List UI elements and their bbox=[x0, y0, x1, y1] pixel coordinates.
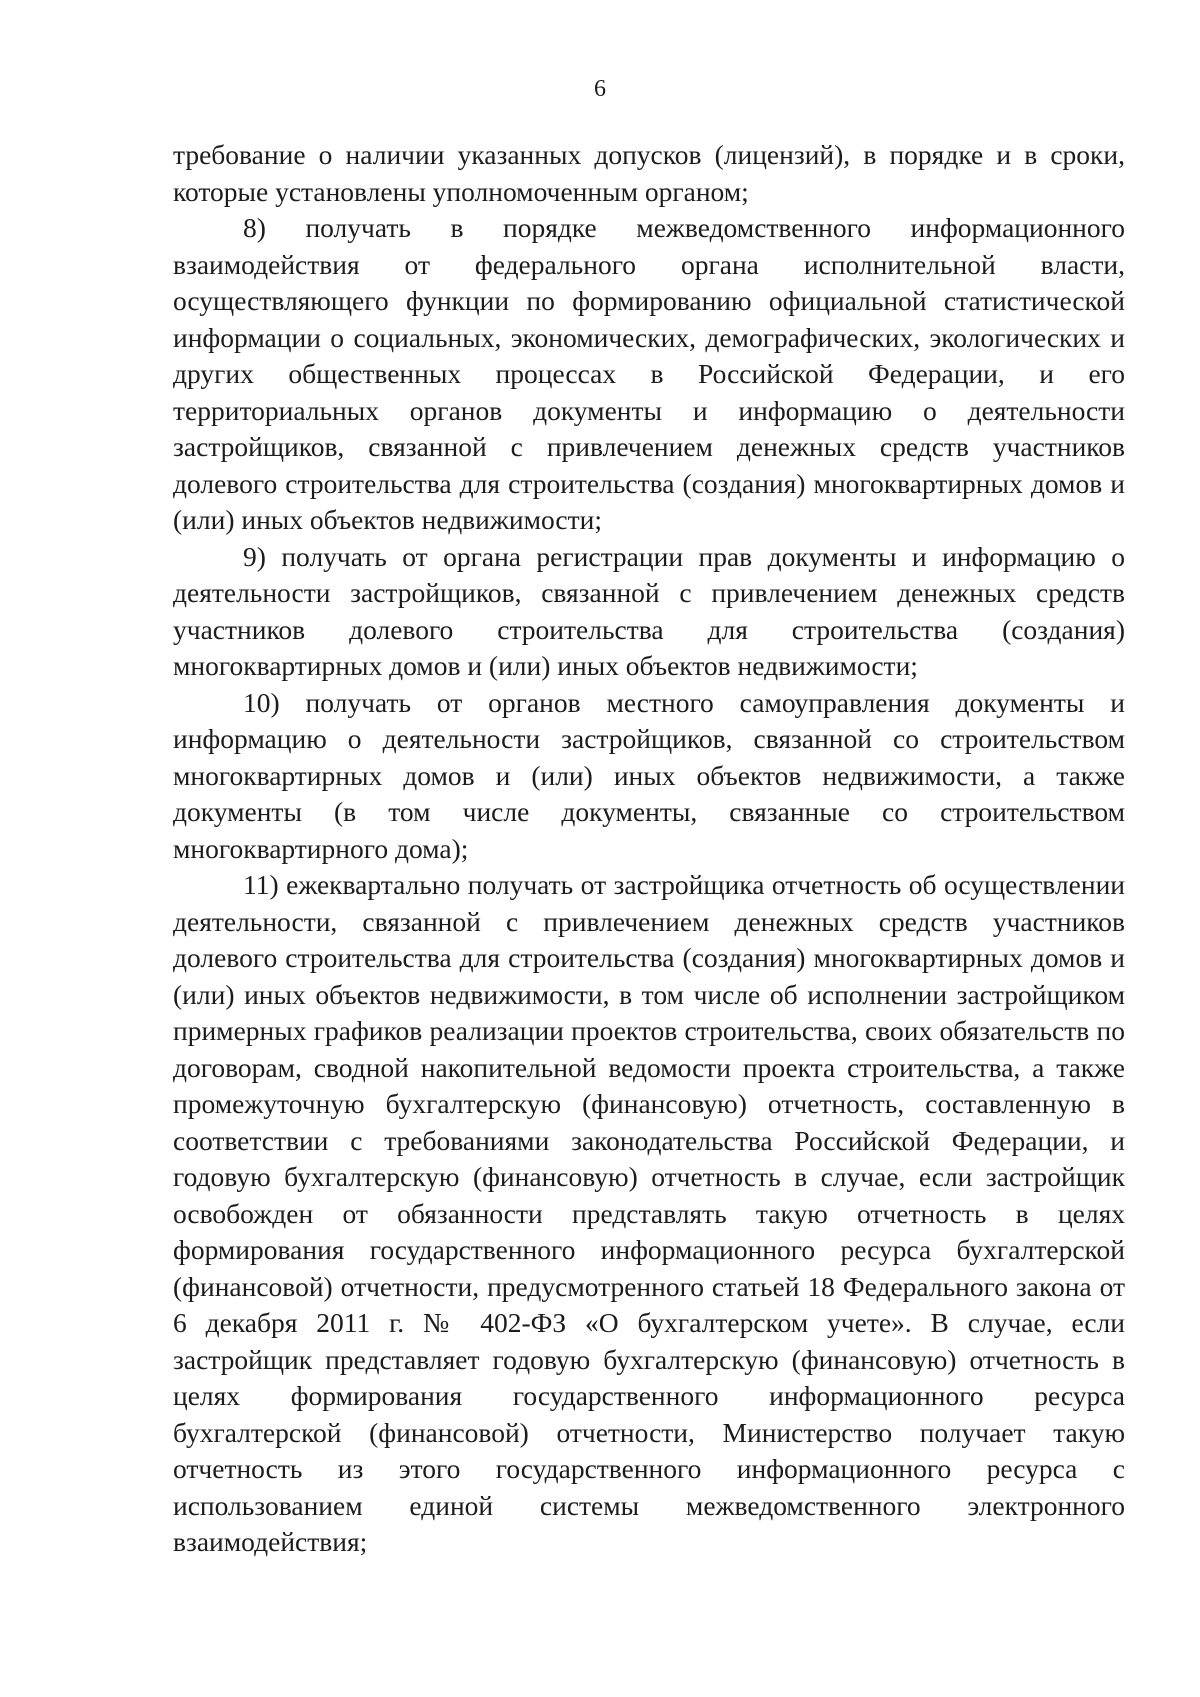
paragraph-item-8: 8) получать в порядке межведомственного информационного взаимодействия от федерального органа исполнительной власти, осуществляющего функции по формированию официальной статистической информации о социальных, экономических, демографических, экологических и других общественных процессах в Российской Федерации, и его территориальных органов документы и информацию о деятельности застройщиков, связанной с привлечением денежных средств участников долевого строительства для строительства (создания) многоквартирных домов и (или) иных объектов недвижимости; bbox=[173, 212, 1125, 535]
paragraph-continuation: требование о наличии указанных допусков (лицензий), в порядке и в сроки, которые установлены уполномоченным органом; bbox=[173, 139, 1125, 207]
document-body bbox=[173, 137, 1125, 1561]
paragraph-item-11: 11) ежеквартально получать от застройщика отчетность об осуществлении деятельности, связанной с привлечением денежных средств участников долевого строительства для строительства (создания) многоквартирных домов и (или) иных объектов недвижимости, в том числе об исполнении застройщиком примерных графиков реализации проектов строительства, своих обязательств по договорам, сводной накопительной ведомости проекта строительства, а также промежуточную бухгалтерскую (финансовую) отчетность, составленную в соответствии с требованиями законодательства Российской Федерации, и годовую бухгалтерскую (финансовую) отчетность в случае, если застройщик освобожден от обязанности представлять такую отчетность в целях формирования государственного информационного ресурса бухгалтерской (финансовой) отчетности, предусмотренного статьей 18 Федерального закона от 6 декабря 2011 г. № 402-ФЗ «О бухгалтерском учете». В случае, если застройщик представляет годовую бухгалтерскую (финансовую) отчетность в целях формирования государственного информационного ресурса бухгалтерской (финансовой) отчетности, Министерство получает такую отчетность из этого государственного информационного ресурса с использованием единой системы межведомственного электронного взаимодействия; bbox=[173, 869, 1125, 1557]
page-number: 6 bbox=[594, 76, 606, 102]
paragraph-item-10: 10) получать от органов местного самоуправления документы и информацию о деятельности застройщиков, связанной со строительством многоквартирных домов и (или) иных объектов недвижимости, а также документы (в том числе документы, связанные со строительством многоквартирного дома); bbox=[173, 686, 1125, 864]
paragraph-item-9: 9) получать от органа регистрации прав документы и информацию о деятельности застройщиков, связанной с привлечением денежных средств участников долевого строительства для строительства (создания) многоквартирных домов и (или) иных объектов недвижимости; bbox=[173, 540, 1125, 681]
